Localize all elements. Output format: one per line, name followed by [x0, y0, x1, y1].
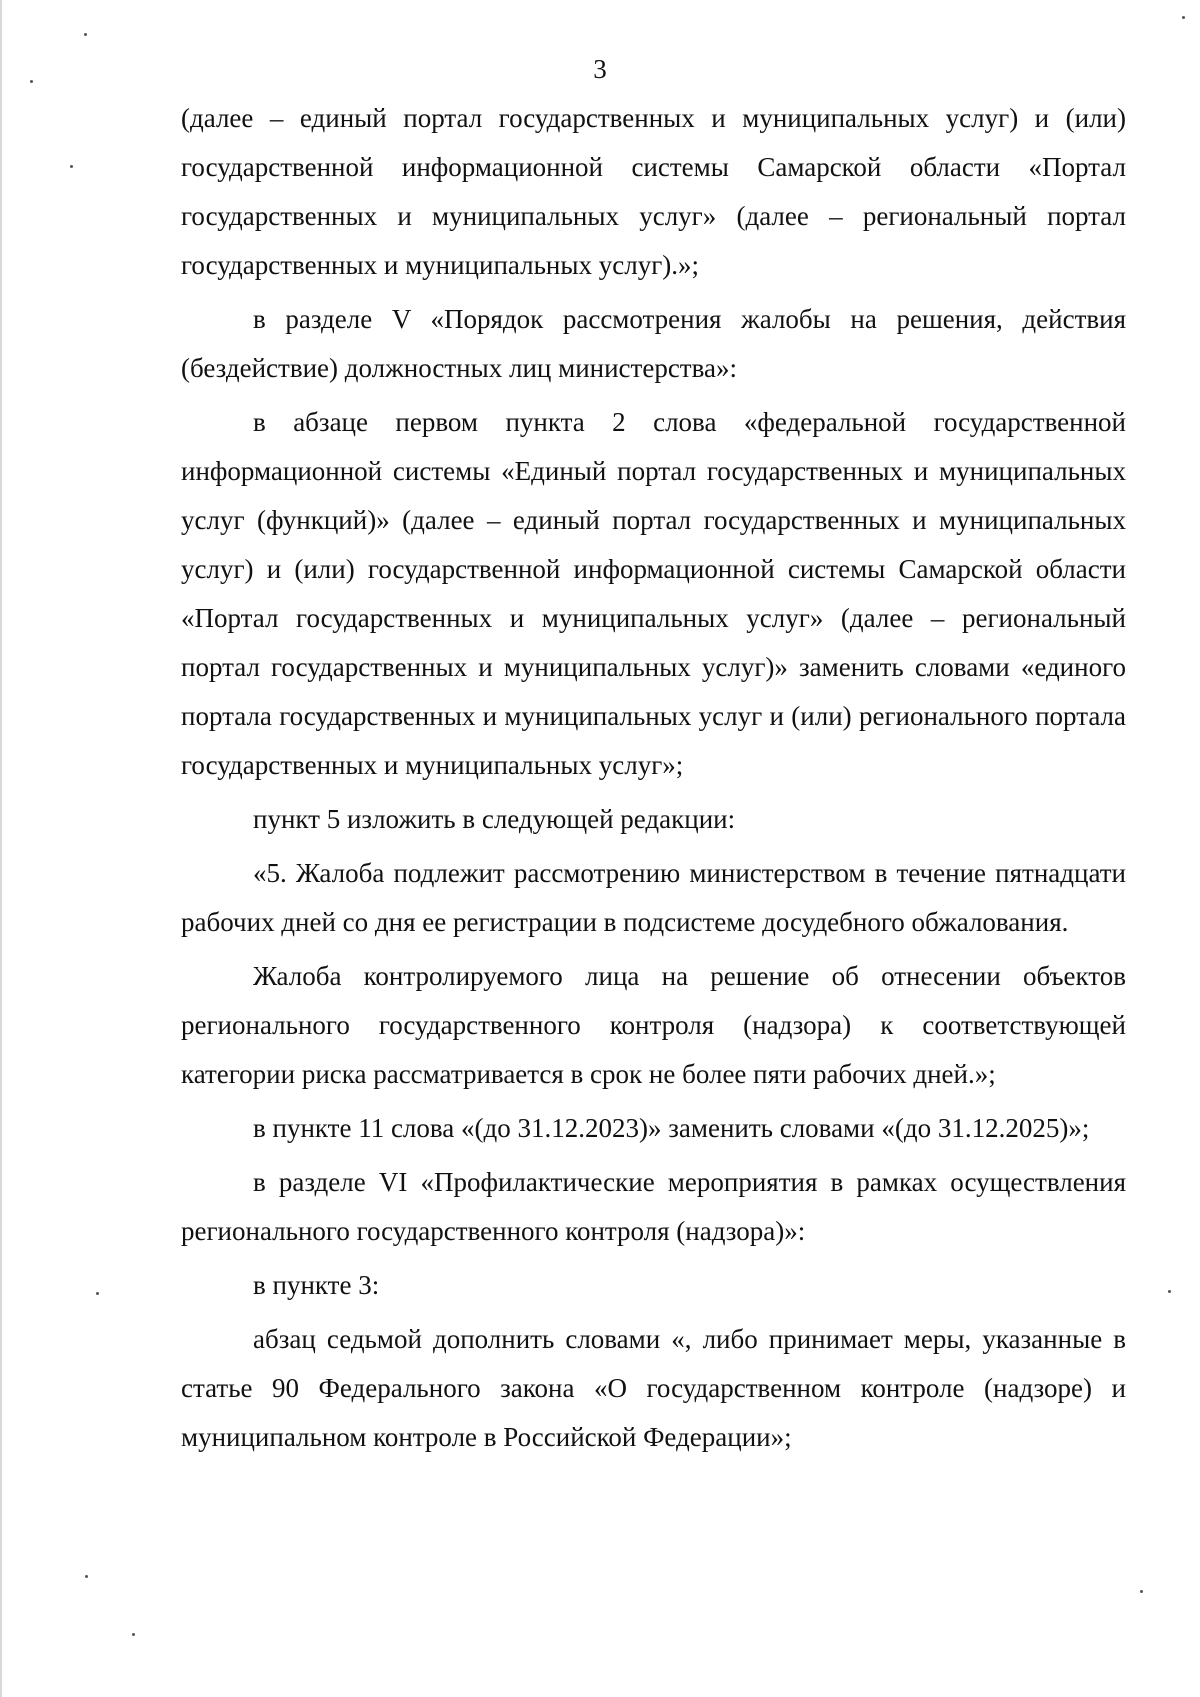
scan-speck	[1168, 1290, 1171, 1293]
scan-speck	[132, 1633, 135, 1636]
scan-speck	[85, 1575, 88, 1578]
paragraph-8: в разделе VI «Профилактические мероприятия в рамках осуществления регионального государственного контроля (надзора)»:	[181, 1167, 1126, 1246]
paragraph-7: в пункте 11 слова «(до 31.12.2023)» заменить словами «(до 31.12.2025)»;	[253, 1113, 1090, 1143]
scan-speck	[30, 80, 33, 83]
paragraph-2: в разделе V «Порядок рассмотрения жалобы на решения, действия (бездействие) должностных лиц министерства»:	[181, 304, 1126, 383]
document-body	[181, 94, 1126, 1467]
paragraph-4: пункт 5 изложить в следующей редакции:	[253, 804, 736, 834]
paragraph-6: Жалоба контролируемого лица на решение об отнесении объектов регионального государственного контроля (надзора) к соответствующей категории риска рассматривается в срок не более пяти рабочих дней.»;	[181, 961, 1126, 1089]
scan-speck	[70, 165, 73, 168]
paragraph-10: абзац седьмой дополнить словами «, либо принимает меры, указанные в статье 90 Федерального закона «О государственном контроле (надзоре) и муниципальном контроле в Российской Федерации»;	[181, 1324, 1126, 1452]
page-edge	[0, 0, 2, 1697]
page-number: 3	[593, 54, 607, 84]
paragraph-3: в абзаце первом пункта 2 слова «федеральной государственной информационной системы «Единый портал государственных и муниципальных услуг (функций)» (далее – единый портал государственных и муниципальных услуг) и (или) государственной информационной системы Самарской области «Портал государственных и муниципальных услуг» (далее – региональный портал государственных и муниципальных услуг)» заменить словами «единого портала государственных и муниципальных услуг и (или) регионального портала государственных и муниципальных услуг»;	[181, 407, 1126, 780]
paragraph-5: «5. Жалоба подлежит рассмотрению министерством в течение пятнадцати рабочих дней со дня ее регистрации в подсистеме досудебного обжалования.	[181, 858, 1126, 937]
paragraph-9: в пункте 3:	[253, 1270, 380, 1300]
scan-speck	[96, 1292, 99, 1295]
scan-speck	[1140, 1590, 1143, 1593]
scan-speck	[1182, 16, 1185, 19]
paragraph-1: (далее – единый портал государственных и муниципальных услуг) и (или) государственной информационной системы Самарской области «Портал государственных и муниципальных услуг» (далее – региональный портал государственных и муниципальных услуг).»;	[181, 103, 1126, 280]
scan-speck	[84, 33, 87, 36]
